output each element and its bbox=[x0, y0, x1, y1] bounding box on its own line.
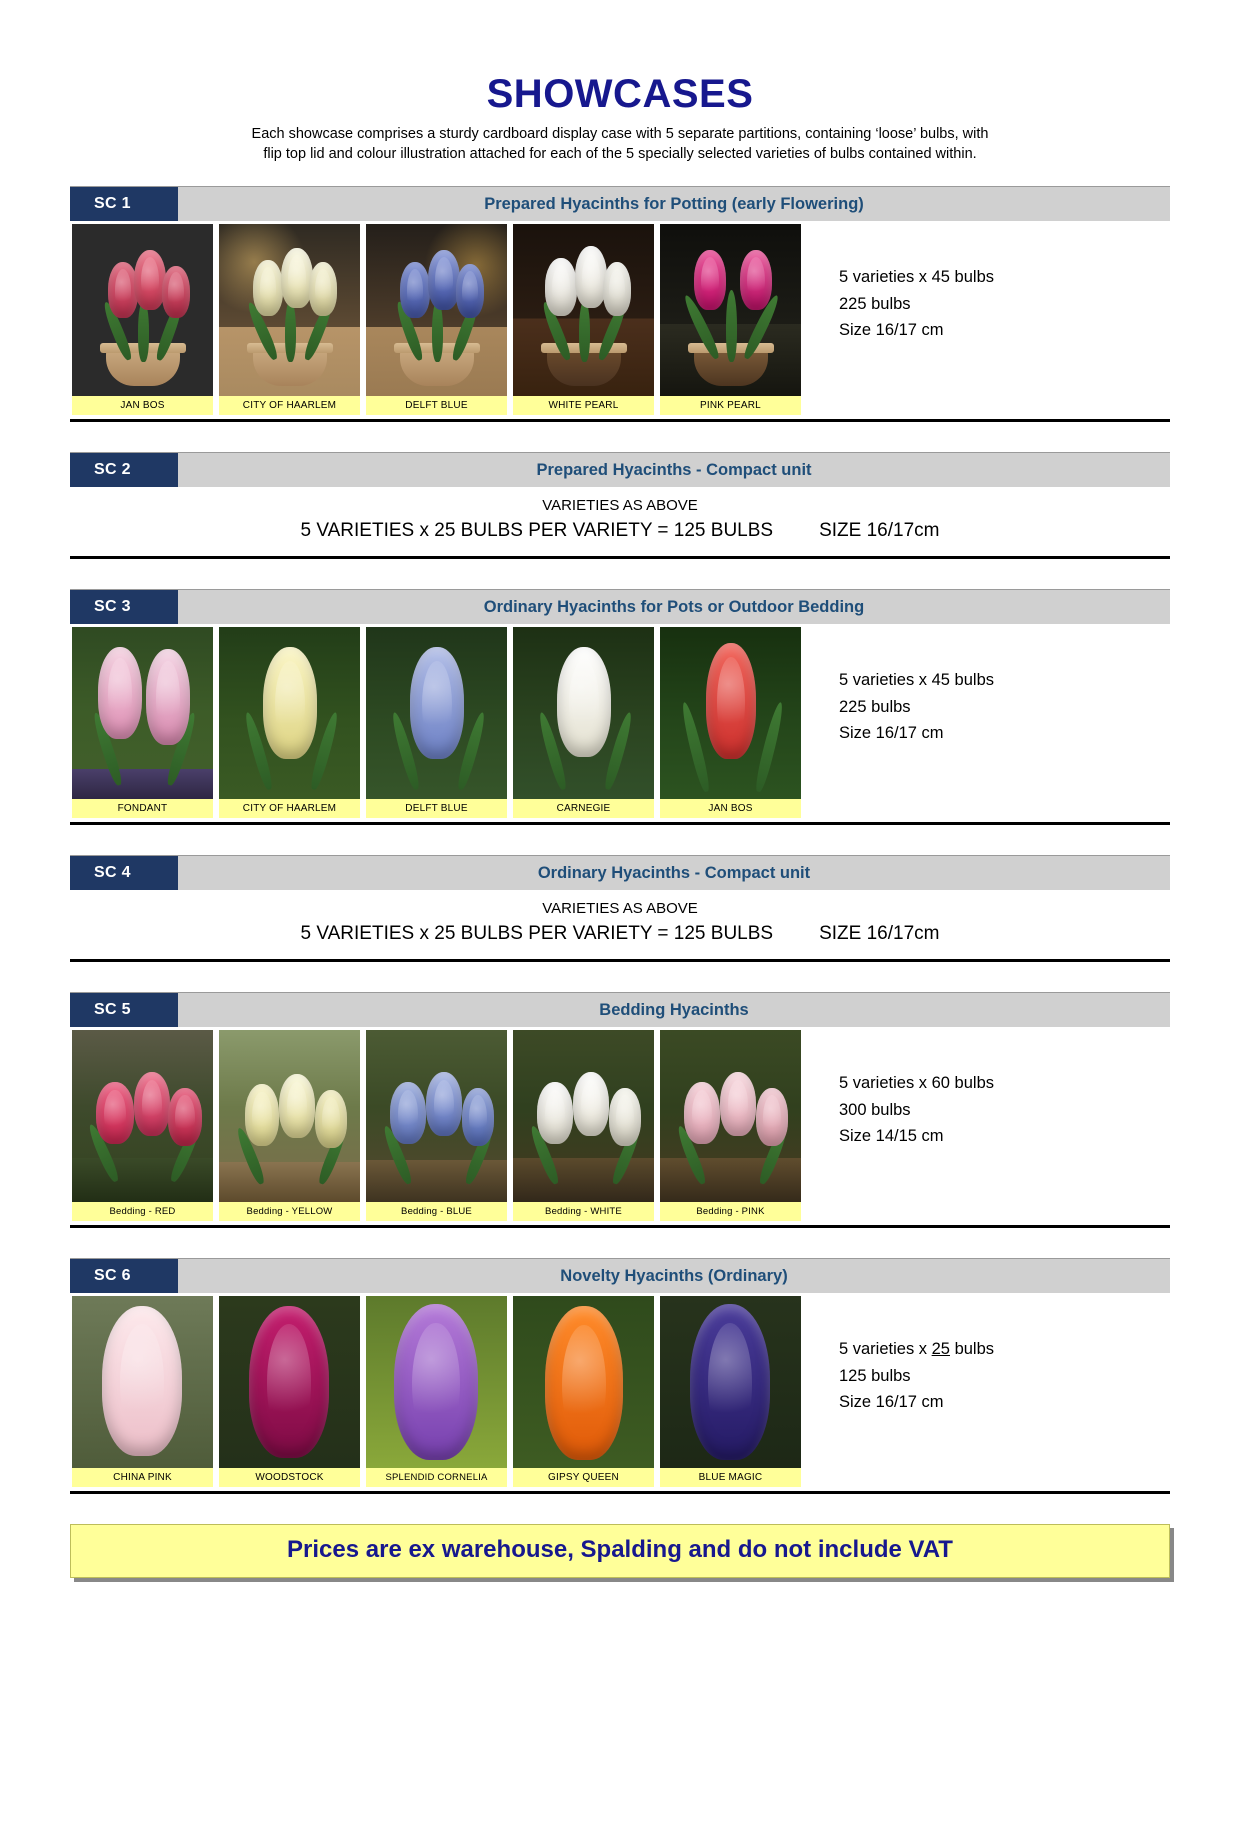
variety-photo bbox=[72, 224, 213, 396]
spec-line-2: 225 bulbs bbox=[839, 294, 911, 313]
section-body bbox=[70, 1027, 1170, 1228]
variety-caption: CITY OF HAARLEM bbox=[219, 396, 360, 415]
spec-line-1-suffix: bulbs bbox=[949, 1340, 995, 1359]
spec-line-1: 5 varieties x 45 bulbs bbox=[839, 268, 995, 287]
variety-cell bbox=[72, 627, 213, 818]
spec-line-1: 5 varieties x 45 bulbs bbox=[839, 671, 995, 690]
variety-cell bbox=[366, 1030, 507, 1221]
spec-line-3: Size 16/17 cm bbox=[839, 723, 944, 742]
variety-caption: Bedding - PINK bbox=[660, 1202, 801, 1221]
section-code: SC 1 bbox=[70, 187, 178, 221]
section-header bbox=[70, 186, 1170, 221]
variety-photo bbox=[513, 224, 654, 396]
variety-caption: Bedding - YELLOW bbox=[219, 1202, 360, 1221]
variety-photo bbox=[72, 627, 213, 799]
section-code: SC 4 bbox=[70, 856, 178, 890]
variety-cell bbox=[72, 1030, 213, 1221]
spec-varieties-note: VARIETIES AS ABOVE bbox=[542, 497, 698, 515]
variety-photo bbox=[219, 224, 360, 396]
section-title: Ordinary Hyacinths - Compact unit bbox=[178, 856, 1170, 890]
showcase-section-sc5 bbox=[70, 992, 1170, 1228]
showcase-section-sc3 bbox=[70, 589, 1170, 825]
variety-photo bbox=[72, 1030, 213, 1202]
photo-strip bbox=[70, 1296, 801, 1487]
photo-strip bbox=[70, 224, 801, 415]
section-spec bbox=[801, 627, 994, 818]
variety-cell bbox=[366, 1296, 507, 1487]
variety-photo bbox=[72, 1296, 213, 1468]
variety-cell bbox=[660, 1296, 801, 1487]
spec-line-3: Size 16/17 cm bbox=[839, 320, 944, 339]
variety-photo bbox=[366, 224, 507, 396]
variety-caption: BLUE MAGIC bbox=[660, 1468, 801, 1487]
spec-line-3: Size 14/15 cm bbox=[839, 1126, 944, 1145]
variety-cell bbox=[660, 1030, 801, 1221]
variety-photo bbox=[366, 627, 507, 799]
section-code: SC 5 bbox=[70, 993, 178, 1027]
variety-cell bbox=[366, 627, 507, 818]
variety-cell bbox=[660, 627, 801, 818]
section-body bbox=[70, 890, 1170, 962]
spec-line-3: Size 16/17 cm bbox=[839, 1392, 944, 1411]
variety-photo bbox=[513, 627, 654, 799]
section-spec bbox=[801, 224, 994, 415]
section-body bbox=[70, 487, 1170, 559]
variety-caption: DELFT BLUE bbox=[366, 799, 507, 818]
showcase-sections bbox=[70, 186, 1170, 1494]
spec-quantity: 5 VARIETIES x 25 BULBS PER VARIETY = 125 BULBS bbox=[300, 520, 774, 542]
section-header bbox=[70, 1258, 1170, 1293]
variety-caption: CHINA PINK bbox=[72, 1468, 213, 1487]
variety-caption: WOODSTOCK bbox=[219, 1468, 360, 1487]
variety-photo bbox=[513, 1030, 654, 1202]
section-header bbox=[70, 589, 1170, 624]
variety-photo bbox=[660, 1030, 801, 1202]
variety-cell bbox=[72, 1296, 213, 1487]
spec-line-1 bbox=[839, 1336, 994, 1362]
variety-caption: JAN BOS bbox=[72, 396, 213, 415]
variety-photo bbox=[366, 1030, 507, 1202]
variety-cell bbox=[513, 224, 654, 415]
spec-quantity: 5 VARIETIES x 25 BULBS PER VARIETY = 125 BULBS bbox=[300, 923, 774, 945]
spec-line-2: 225 bulbs bbox=[839, 697, 911, 716]
spec-line-2: 125 bulbs bbox=[839, 1366, 911, 1385]
section-code: SC 2 bbox=[70, 453, 178, 487]
spec-line-2: 300 bulbs bbox=[839, 1100, 911, 1119]
variety-caption: FONDANT bbox=[72, 799, 213, 818]
variety-caption: Bedding - WHITE bbox=[513, 1202, 654, 1221]
variety-caption: CITY OF HAARLEM bbox=[219, 799, 360, 818]
variety-photo bbox=[366, 1296, 507, 1468]
variety-caption: Bedding - BLUE bbox=[366, 1202, 507, 1221]
section-title: Prepared Hyacinths - Compact unit bbox=[178, 453, 1170, 487]
variety-caption: WHITE PEARL bbox=[513, 396, 654, 415]
variety-caption: Bedding - RED bbox=[72, 1202, 213, 1221]
variety-photo bbox=[219, 1030, 360, 1202]
section-code: SC 3 bbox=[70, 590, 178, 624]
variety-cell bbox=[660, 224, 801, 415]
page-title: SHOWCASES bbox=[486, 72, 754, 116]
price-disclaimer-banner: Prices are ex warehouse, Spalding and do not include VAT bbox=[70, 1524, 1170, 1578]
spec-quantity-line bbox=[70, 923, 1170, 945]
section-code: SC 6 bbox=[70, 1259, 178, 1293]
photo-strip bbox=[70, 1030, 801, 1221]
section-body bbox=[70, 221, 1170, 422]
section-title: Prepared Hyacinths for Potting (early Flowering) bbox=[178, 187, 1170, 221]
section-spec bbox=[801, 1030, 994, 1221]
spec-line-1: 5 varieties x 60 bulbs bbox=[839, 1074, 995, 1093]
showcase-section-sc2 bbox=[70, 452, 1170, 559]
section-header bbox=[70, 855, 1170, 890]
variety-cell bbox=[219, 1030, 360, 1221]
variety-cell bbox=[219, 627, 360, 818]
photo-strip bbox=[70, 627, 801, 818]
section-header bbox=[70, 992, 1170, 1027]
variety-caption: CARNEGIE bbox=[513, 799, 654, 818]
variety-cell bbox=[513, 1296, 654, 1487]
showcase-section-sc1 bbox=[70, 186, 1170, 422]
variety-cell bbox=[219, 224, 360, 415]
page-subtitle-line2: flip top lid and colour illustration attached for each of the 5 specially selected varieties of bulbs contained within. bbox=[263, 145, 977, 162]
variety-caption: GIPSY QUEEN bbox=[513, 1468, 654, 1487]
section-body bbox=[70, 1293, 1170, 1494]
section-title: Novelty Hyacinths (Ordinary) bbox=[178, 1259, 1170, 1293]
variety-caption: PINK PEARL bbox=[660, 396, 801, 415]
variety-photo bbox=[513, 1296, 654, 1468]
variety-caption: SPLENDID CORNELIA bbox=[366, 1468, 507, 1487]
spec-size: SIZE 16/17cm bbox=[819, 520, 940, 542]
page-subtitle-line1: Each showcase comprises a sturdy cardboard display case with 5 separate partitions, containing ‘loose’ bulbs, with bbox=[251, 126, 989, 142]
variety-photo bbox=[660, 224, 801, 396]
section-body bbox=[70, 624, 1170, 825]
section-title: Ordinary Hyacinths for Pots or Outdoor Bedding bbox=[178, 590, 1170, 624]
page-subtitle bbox=[90, 125, 1150, 164]
variety-photo bbox=[219, 1296, 360, 1468]
variety-cell bbox=[366, 224, 507, 415]
variety-cell bbox=[219, 1296, 360, 1487]
section-header bbox=[70, 452, 1170, 487]
spec-line-1-underlined: 25 bbox=[931, 1340, 950, 1359]
spec-varieties-note: VARIETIES AS ABOVE bbox=[542, 900, 698, 918]
variety-cell bbox=[513, 1030, 654, 1221]
section-spec bbox=[801, 1296, 994, 1487]
variety-photo bbox=[660, 627, 801, 799]
price-list-page bbox=[0, 72, 1240, 1825]
showcase-section-sc6 bbox=[70, 1258, 1170, 1494]
variety-cell bbox=[513, 627, 654, 818]
spec-size: SIZE 16/17cm bbox=[819, 923, 940, 945]
variety-photo bbox=[219, 627, 360, 799]
variety-caption: DELFT BLUE bbox=[366, 396, 507, 415]
variety-caption: JAN BOS bbox=[660, 799, 801, 818]
variety-cell bbox=[72, 224, 213, 415]
showcase-section-sc4 bbox=[70, 855, 1170, 962]
spec-quantity-line bbox=[70, 520, 1170, 542]
variety-photo bbox=[660, 1296, 801, 1468]
spec-line-1-prefix: 5 varieties x bbox=[839, 1340, 932, 1359]
section-title: Bedding Hyacinths bbox=[178, 993, 1170, 1027]
